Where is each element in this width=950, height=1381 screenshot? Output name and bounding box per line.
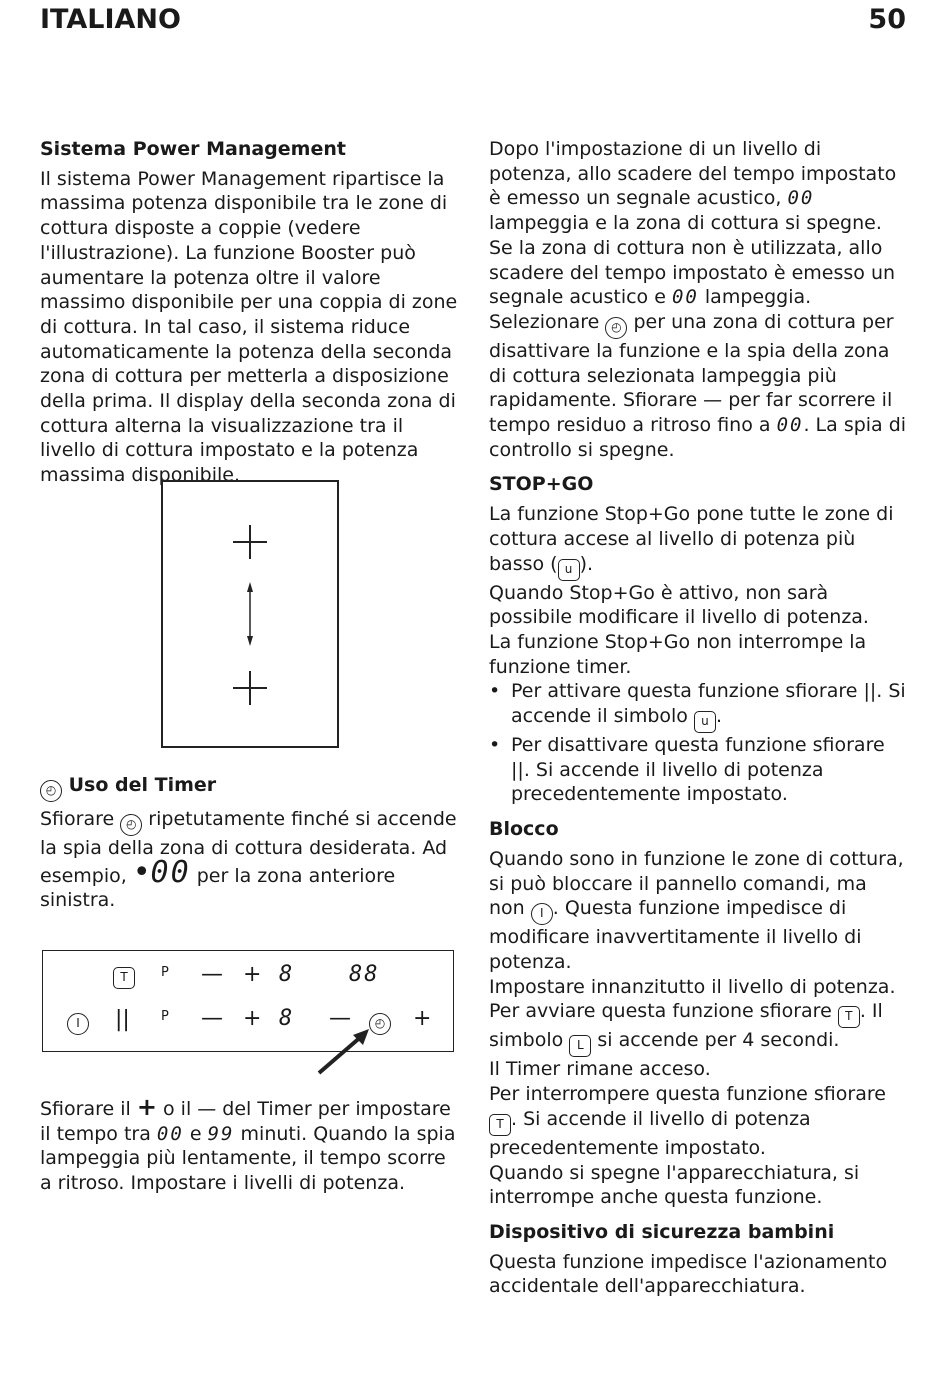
- panel-plus: +: [243, 1006, 262, 1031]
- timer-heading-text: Uso del Timer: [68, 774, 217, 796]
- stopgo-paragraph-2: Quando Stop+Go è attivo, non sarà possibile modificare il livello di potenza.: [489, 581, 869, 629]
- blocco-paragraph-6: Quando si spegne l'apparecchiatura, si interrompe anche questa funzione.: [489, 1161, 860, 1209]
- timer-p4a: Selezionare: [489, 310, 600, 333]
- panel-p-label: P: [161, 1009, 169, 1024]
- timer-paragraph-4: [489, 310, 907, 463]
- panel-plus: +: [243, 962, 262, 987]
- timer-p1b: ripetutamente finché si accende la spia della zona di cottura desiderata. Ad esempio,: [40, 808, 457, 887]
- pause-icon: ||: [511, 758, 524, 781]
- stopgo-p1b: ).: [579, 552, 594, 575]
- timer-paragraph-2: [40, 1095, 460, 1196]
- power-management-text: Il sistema Power Management ripartisce la massima potenza disponibile tra le zone di cottura disposte a coppie (vedere l'illustrazione). La funzione Booster può aumentare la potenza oltre il valore massimo disponibile per una coppia di zone di cottura. In tal caso, il sistema riduce automaticamente la potenza della seconda zona di cottura per metterla a disposizione della prima. Il display della seconda zona di cottura alterna la visualizzazione tra il livello di cottura impostato e la potenza massima disponibile.: [40, 167, 458, 487]
- blocco-p3c: si accende per 4 secondi.: [597, 1029, 840, 1052]
- timer-paragraph-3: [489, 137, 907, 310]
- blocco-paragraph-4: Il Timer rimane acceso.: [489, 1058, 711, 1081]
- stopgo-heading: STOP+GO: [489, 473, 594, 496]
- timer-p3c: lampeggia.: [704, 286, 812, 309]
- zones-diagram: [163, 482, 337, 746]
- timer-p2c: e: [189, 1122, 202, 1145]
- timer-display: 00: [787, 187, 815, 210]
- panel-p-label: P: [161, 965, 169, 980]
- blocco-paragraph-1: [489, 847, 907, 975]
- blocco-paragraph-5: [489, 1082, 907, 1160]
- timer-heading: [40, 773, 460, 802]
- timer-p1c: per la zona anteriore sinistra.: [40, 864, 396, 912]
- stopgo-symbol-icon: u: [694, 711, 716, 733]
- list-item: [511, 679, 907, 733]
- clock-icon: ◴: [605, 317, 627, 339]
- key-icon: T: [113, 967, 135, 989]
- panel-minus: —: [201, 1006, 223, 1031]
- timer-min-display: 00: [156, 1122, 184, 1145]
- panel-minus: —: [201, 962, 223, 987]
- panel-level-display: 8: [279, 1006, 295, 1031]
- timer-plus: +: [413, 1006, 432, 1031]
- panel-level-display: 8: [279, 962, 295, 987]
- blocco-p1a: Quando sono in funzione le zone di cottura, si può bloccare il pannello comandi, ma non: [489, 847, 904, 920]
- blocco-heading: Blocco: [489, 818, 559, 841]
- timer-p1a: Sfiorare: [40, 808, 115, 830]
- child-safety-heading: Dispositivo di sicurezza bambini: [489, 1220, 835, 1243]
- stopgo-b1a: Per attivare questa funzione sfiorare: [511, 680, 858, 703]
- stopgo-symbol-icon: u: [558, 559, 580, 581]
- timer-p2d: minuti. Quando la spia lampeggia più lentamente, il tempo scorre a ritroso. Impostare i livelli di potenza.: [40, 1122, 456, 1195]
- blocco-paragraph-2: Impostare innanzitutto il livello di potenza.: [489, 975, 896, 998]
- blocco-p3b: . Il simbolo: [489, 1000, 883, 1052]
- blocco-p3a: Per avviare questa funzione sfiorare: [489, 1000, 832, 1023]
- lock-icon: L: [569, 1035, 591, 1057]
- clock-icon: ◴: [369, 1013, 391, 1035]
- timer-p3b: lampeggia e la zona di cottura si spegne. Se la zona di cottura non è utilizzata, allo scadere del tempo impostato è emesso un segnale acustico e: [489, 212, 896, 309]
- timer-section: [40, 773, 460, 913]
- control-panel-illustration: [42, 950, 454, 1052]
- stopgo-b2b: . Si accende il livello di potenza precedentemente impostato.: [511, 758, 824, 806]
- stopgo-b1c: .: [715, 705, 723, 728]
- child-safety-paragraph: Questa funzione impedisce l'azionamento accidentale dell'apparecchiatura.: [489, 1250, 888, 1298]
- timer-display: 00: [776, 414, 804, 437]
- clock-icon: ◴: [120, 814, 142, 836]
- timer-display-00: 00: [150, 854, 191, 890]
- timer-p2b: o il — del Timer per impostare il tempo tra: [40, 1098, 451, 1145]
- power-management-heading: Sistema Power Management: [40, 138, 346, 160]
- cooking-zones-illustration: [161, 480, 339, 748]
- power-icon: I: [67, 1013, 89, 1035]
- pause-icon: ||: [863, 680, 877, 703]
- timer-p2a: Sfiorare il: [40, 1098, 131, 1120]
- page-number: 50: [868, 4, 906, 35]
- timer-max-display: 99: [207, 1122, 235, 1145]
- timer-paragraph-1: [40, 807, 460, 913]
- timer-p3a: Dopo l'impostazione di un livello di potenza, allo scadere del tempo impostato è emesso un segnale acustico,: [489, 138, 897, 210]
- blocco-paragraph-3: [489, 999, 907, 1057]
- key-icon: T: [489, 1114, 511, 1136]
- display-dot-icon: •: [132, 854, 151, 890]
- pause-icon: ||: [115, 1007, 130, 1032]
- stopgo-p1a: La funzione Stop+Go pone tutte le zone di cottura accese al livello di potenza più basso (: [489, 503, 894, 575]
- blocco-p1b: . Questa funzione impedisce di modificare inavvertitamente il livello di potenza.: [489, 897, 862, 973]
- stopgo-paragraph-1: [489, 502, 907, 580]
- timer-minus: —: [329, 1006, 351, 1031]
- panel-row-rear: [43, 962, 453, 1005]
- stopgo-b1b: . Si accende il simbolo: [511, 680, 906, 728]
- stopgo-b2a: Per disattivare questa funzione sfiorare: [511, 734, 885, 757]
- stopgo-list: [489, 679, 907, 807]
- stopgo-paragraph-3: La funzione Stop+Go non interrompe la funzione timer.: [489, 630, 867, 678]
- timer-p2: [40, 1095, 460, 1196]
- plus-icon: +: [136, 1093, 157, 1121]
- arrow-icon: [313, 1023, 393, 1079]
- timer-p4c: . La spia di controllo si spegne.: [489, 414, 907, 461]
- right-column: [489, 137, 907, 1299]
- timer-display: 00: [671, 286, 699, 309]
- timer-p4b: per una zona di cottura per disattivare la funzione e la spia della zona di cottura selezionata lampeggia più rapidamente. Sfiorare — per far scorrere il tempo residuo a ritroso fino a: [489, 310, 894, 437]
- blocco-p5a: Per interrompere questa funzione sfiorare: [489, 1083, 886, 1106]
- page-language: ITALIANO: [40, 4, 181, 35]
- clock-icon: ◴: [40, 780, 62, 802]
- key-icon: T: [838, 1006, 860, 1028]
- left-column: [40, 137, 460, 488]
- power-icon: I: [531, 903, 553, 925]
- blocco-p5b: . Si accende il livello di potenza precedentemente impostato.: [489, 1107, 811, 1159]
- panel-timer-display: 88: [349, 962, 380, 987]
- list-item: [511, 733, 907, 807]
